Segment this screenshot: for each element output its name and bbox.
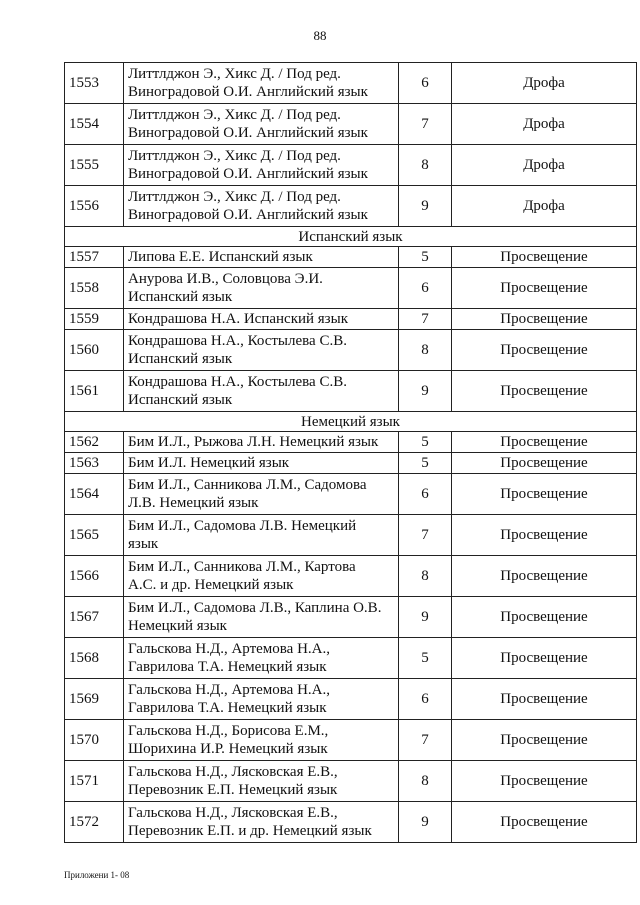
publisher-cell: Просвещение	[452, 371, 637, 412]
row-number: 1571	[65, 761, 124, 802]
table-row	[65, 597, 637, 638]
author-title-line: Перевозник Е.П. Немецкий язык	[128, 782, 338, 798]
author-title-cell	[124, 268, 399, 309]
author-title-line: Гальскова Н.Д., Лясковская Е.В.,	[128, 764, 338, 780]
author-title-line: Виноградовой О.И. Английский язык	[128, 207, 368, 223]
grade-cell: 9	[399, 186, 452, 227]
row-number: 1564	[65, 474, 124, 515]
publisher-cell: Просвещение	[452, 802, 637, 843]
author-title-cell	[124, 474, 399, 515]
author-title-line: Кондрашова Н.А., Костылева С.В.	[128, 374, 347, 390]
publisher-cell: Просвещение	[452, 515, 637, 556]
row-number: 1565	[65, 515, 124, 556]
table-row	[65, 104, 637, 145]
textbook-table	[64, 62, 637, 843]
grade-cell: 6	[399, 474, 452, 515]
author-title-line: Бим И.Л., Санникова Л.М., Картова	[128, 559, 356, 575]
author-title-line: Липова Е.Е. Испанский язык	[128, 249, 313, 265]
author-title-line: Перевозник Е.П. и др. Немецкий язык	[128, 823, 372, 839]
row-number: 1561	[65, 371, 124, 412]
author-title-line: Гальскова Н.Д., Борисова Е.М.,	[128, 723, 329, 739]
row-number: 1570	[65, 720, 124, 761]
author-title-line: Немецкий язык	[128, 618, 227, 634]
grade-cell: 8	[399, 330, 452, 371]
row-number: 1553	[65, 63, 124, 104]
table-row	[65, 556, 637, 597]
grade-cell: 7	[399, 720, 452, 761]
page-number: 88	[313, 28, 327, 43]
author-title-cell	[124, 186, 399, 227]
row-number: 1557	[65, 247, 124, 268]
author-title-line: Кондрашова Н.А., Костылева С.В.	[128, 333, 347, 349]
publisher-cell: Просвещение	[452, 432, 637, 453]
publisher-cell: Просвещение	[452, 597, 637, 638]
author-title-cell	[124, 597, 399, 638]
grade-cell: 8	[399, 556, 452, 597]
author-title-cell	[124, 453, 399, 474]
publisher-cell: Дрофа	[452, 63, 637, 104]
table-row	[65, 432, 637, 453]
table-row	[65, 309, 637, 330]
table-row	[65, 638, 637, 679]
publisher-cell: Просвещение	[452, 556, 637, 597]
author-title-line: Гальскова Н.Д., Артемова Н.А.,	[128, 641, 331, 657]
row-number: 1554	[65, 104, 124, 145]
section-header-row	[65, 227, 637, 247]
table-row	[65, 371, 637, 412]
table-row	[65, 515, 637, 556]
table-row	[65, 720, 637, 761]
textbook-table-body	[65, 63, 637, 843]
section-title: Испанский язык	[65, 227, 637, 247]
author-title-line: Испанский язык	[128, 289, 233, 305]
grade-cell: 8	[399, 761, 452, 802]
author-title-line: Литтлджон Э., Хикс Д. / Под ред.	[128, 148, 341, 164]
table-row	[65, 802, 637, 843]
row-number: 1556	[65, 186, 124, 227]
author-title-line: Испанский язык	[128, 392, 233, 408]
section-header-row	[65, 412, 637, 432]
grade-cell: 6	[399, 679, 452, 720]
publisher-cell: Просвещение	[452, 761, 637, 802]
author-title-line: Л.В. Немецкий язык	[128, 495, 259, 511]
author-title-cell	[124, 309, 399, 330]
author-title-line: Бим И.Л., Рыжова Л.Н. Немецкий язык	[128, 434, 379, 450]
author-title-cell	[124, 432, 399, 453]
author-title-cell	[124, 720, 399, 761]
table-row	[65, 474, 637, 515]
author-title-line: Испанский язык	[128, 351, 233, 367]
publisher-cell: Просвещение	[452, 330, 637, 371]
publisher-cell: Просвещение	[452, 474, 637, 515]
row-number: 1572	[65, 802, 124, 843]
grade-cell: 9	[399, 597, 452, 638]
publisher-cell: Просвещение	[452, 309, 637, 330]
table-row	[65, 247, 637, 268]
grade-cell: 7	[399, 309, 452, 330]
author-title-cell	[124, 515, 399, 556]
section-title: Немецкий язык	[65, 412, 637, 432]
grade-cell: 9	[399, 802, 452, 843]
grade-cell: 7	[399, 104, 452, 145]
publisher-cell: Дрофа	[452, 104, 637, 145]
author-title-line: Литтлджон Э., Хикс Д. / Под ред.	[128, 189, 341, 205]
author-title-cell	[124, 761, 399, 802]
author-title-cell	[124, 371, 399, 412]
author-title-cell	[124, 638, 399, 679]
table-row	[65, 761, 637, 802]
publisher-cell: Просвещение	[452, 268, 637, 309]
author-title-line: Виноградовой О.И. Английский язык	[128, 125, 368, 141]
grade-cell: 7	[399, 515, 452, 556]
publisher-cell: Дрофа	[452, 186, 637, 227]
table-row	[65, 268, 637, 309]
publisher-cell: Просвещение	[452, 679, 637, 720]
row-number: 1555	[65, 145, 124, 186]
table-row	[65, 186, 637, 227]
table-row	[65, 453, 637, 474]
author-title-cell	[124, 330, 399, 371]
author-title-cell	[124, 104, 399, 145]
author-title-line: Гальскова Н.Д., Артемова Н.А.,	[128, 682, 331, 698]
grade-cell: 5	[399, 638, 452, 679]
publisher-cell: Просвещение	[452, 453, 637, 474]
author-title-line: Литтлджон Э., Хикс Д. / Под ред.	[128, 66, 341, 82]
row-number: 1566	[65, 556, 124, 597]
row-number: 1569	[65, 679, 124, 720]
author-title-line: Бим И.Л., Садомова Л.В., Каплина О.В.	[128, 600, 382, 616]
author-title-line: Литтлджон Э., Хикс Д. / Под ред.	[128, 107, 341, 123]
grade-cell: 5	[399, 247, 452, 268]
table-row	[65, 679, 637, 720]
row-number: 1558	[65, 268, 124, 309]
author-title-line: Бим И.Л., Садомова Л.В. Немецкий	[128, 518, 357, 534]
author-title-line: Виноградовой О.И. Английский язык	[128, 84, 368, 100]
author-title-line: Кондрашова Н.А. Испанский язык	[128, 311, 348, 327]
grade-cell: 5	[399, 453, 452, 474]
row-number: 1562	[65, 432, 124, 453]
author-title-cell	[124, 802, 399, 843]
author-title-cell	[124, 247, 399, 268]
author-title-cell	[124, 63, 399, 104]
publisher-cell: Просвещение	[452, 638, 637, 679]
grade-cell: 9	[399, 371, 452, 412]
row-number: 1563	[65, 453, 124, 474]
author-title-cell	[124, 145, 399, 186]
table-row	[65, 63, 637, 104]
author-title-line: Бим И.Л. Немецкий язык	[128, 455, 290, 471]
author-title-line: язык	[128, 536, 159, 552]
table-row	[65, 330, 637, 371]
author-title-cell	[124, 556, 399, 597]
author-title-line: Шорихина И.Р. Немецкий язык	[128, 741, 328, 757]
publisher-cell: Дрофа	[452, 145, 637, 186]
table-row	[65, 145, 637, 186]
grade-cell: 5	[399, 432, 452, 453]
grade-cell: 8	[399, 145, 452, 186]
publisher-cell: Просвещение	[452, 720, 637, 761]
author-title-line: Бим И.Л., Санникова Л.М., Садомова	[128, 477, 367, 493]
author-title-line: Гаврилова Т.А. Немецкий язык	[128, 700, 327, 716]
grade-cell: 6	[399, 268, 452, 309]
row-number: 1567	[65, 597, 124, 638]
author-title-line: Анурова И.В., Соловцова Э.И.	[128, 271, 323, 287]
row-number: 1559	[65, 309, 124, 330]
author-title-line: Гаврилова Т.А. Немецкий язык	[128, 659, 327, 675]
author-title-cell	[124, 679, 399, 720]
grade-cell: 6	[399, 63, 452, 104]
page-footer: Приложени 1- 08	[64, 870, 130, 880]
author-title-line: А.С. и др. Немецкий язык	[128, 577, 294, 593]
row-number: 1568	[65, 638, 124, 679]
row-number: 1560	[65, 330, 124, 371]
publisher-cell: Просвещение	[452, 247, 637, 268]
author-title-line: Виноградовой О.И. Английский язык	[128, 166, 368, 182]
author-title-line: Гальскова Н.Д., Лясковская Е.В.,	[128, 805, 338, 821]
